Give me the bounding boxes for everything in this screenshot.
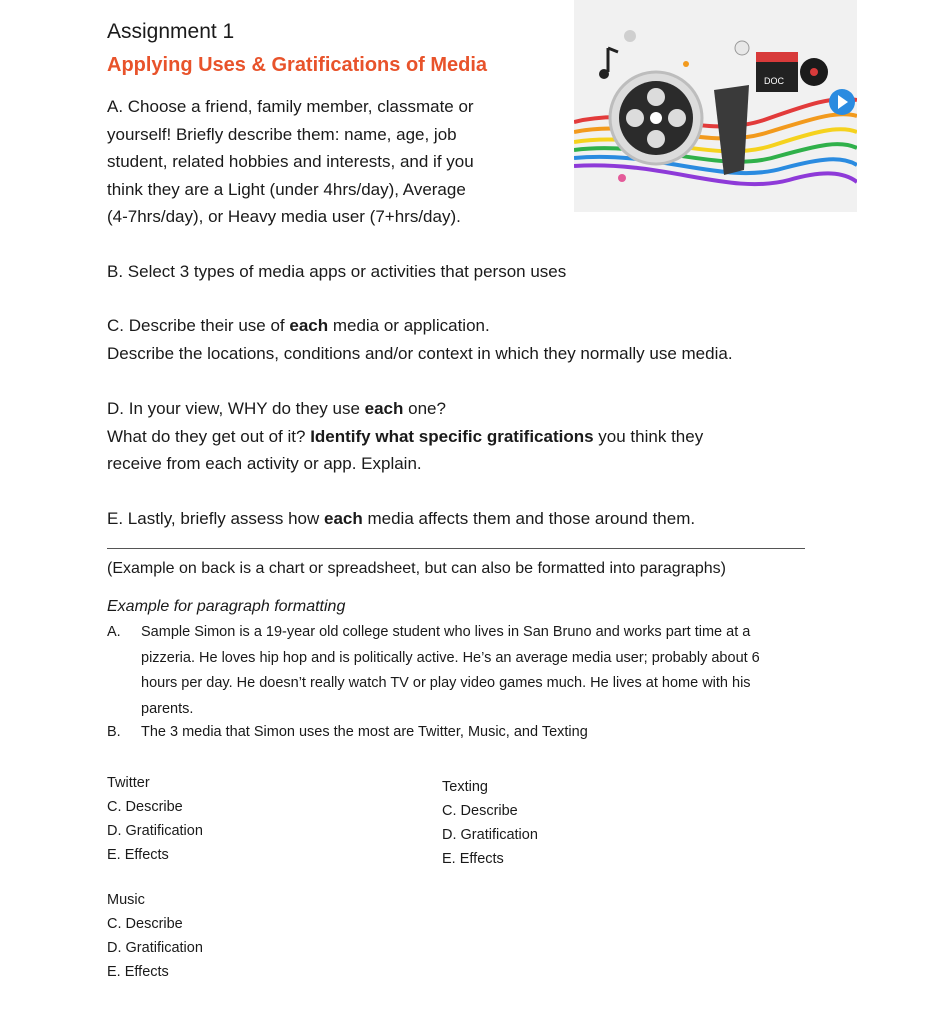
example-item-text: The 3 media that Simon uses the most are Twitter, Music, and Texting <box>141 724 588 740</box>
divider <box>107 548 805 549</box>
bubble-shape <box>618 174 626 182</box>
example-heading: Example for paragraph formatting <box>107 598 346 615</box>
reel-hole <box>626 109 644 127</box>
reel-hub <box>650 112 662 124</box>
music-note-head <box>599 69 609 79</box>
example-item-label: B. <box>107 724 121 740</box>
example-item-label: A. <box>107 624 121 640</box>
section-c-line: Describe the locations, conditions and/or context in which they normally use media. <box>107 343 733 363</box>
clapperboard-label: DOC <box>764 76 784 86</box>
section-c-text: media or application. <box>328 316 490 335</box>
column-item: C. Describe <box>107 916 183 932</box>
example-item-a <box>107 620 827 724</box>
column-item: C. Describe <box>442 803 518 819</box>
column-item: D. Gratification <box>107 940 203 956</box>
section-b: B. Select 3 types of media apps or activities that person uses <box>107 262 567 281</box>
column-item: E. Effects <box>442 851 504 867</box>
texting-column <box>442 775 538 871</box>
example-item-text <box>141 620 760 722</box>
section-d-line: receive from each activity or app. Explain. <box>107 454 422 473</box>
section-c-text: C. Describe their use of <box>107 316 290 335</box>
section-a-line: A. Choose a friend, family member, classmate or <box>107 97 474 116</box>
column-heading: Music <box>107 892 145 908</box>
section-d-text: D. In your view, WHY do they use <box>107 399 365 418</box>
music-column <box>107 888 203 984</box>
section-a-line: think they are a Light (under 4hrs/day), Average <box>107 179 466 199</box>
section-d <box>107 395 703 478</box>
column-item: C. Describe <box>107 799 183 815</box>
page-title: Assignment 1 <box>107 20 235 43</box>
section-a-line: (4-7hrs/day), or Heavy media user (7+hrs/day). <box>107 207 461 226</box>
section-e <box>107 505 695 533</box>
column-item: E. Effects <box>107 964 169 980</box>
page-subtitle: Applying Uses & Gratifications of Media <box>107 54 488 76</box>
column-heading: Twitter <box>107 775 150 791</box>
section-a-line: yourself! Briefly describe them: name, age, job <box>107 124 457 144</box>
section-d-emphasis: each <box>364 399 404 418</box>
vinyl-label <box>810 68 818 76</box>
section-e-emphasis: each <box>324 509 363 528</box>
reel-hole <box>668 109 686 127</box>
section-c-emphasis: each <box>289 316 329 335</box>
clapperboard-top <box>756 52 798 62</box>
bubble-shape <box>735 41 749 55</box>
section-e-text: media affects them and those around them. <box>362 509 696 528</box>
section-a <box>107 93 474 231</box>
example-line: pizzeria. He loves hip hop and is politically active. He’s an average media user; probably about 6 <box>141 649 760 666</box>
reel-hole <box>647 88 665 106</box>
bubble-shape <box>683 61 689 67</box>
section-d-text: one? <box>403 399 446 418</box>
example-line: parents. <box>141 700 194 717</box>
example-line: hours per day. He doesn’t really watch TV or play video games much. He lives at home with his <box>141 675 751 691</box>
twitter-column <box>107 771 203 867</box>
bubble-shape <box>624 30 636 42</box>
section-c <box>107 312 733 367</box>
media-collage-illustration <box>574 0 857 212</box>
example-note: (Example on back is a chart or spreadsheet, but can also be formatted into paragraphs) <box>107 560 727 577</box>
column-heading: Texting <box>442 779 488 795</box>
column-item: D. Gratification <box>107 823 203 839</box>
example-line: Sample Simon is a 19-year old college student who lives in San Bruno and works part time at a <box>141 624 751 640</box>
section-d-text: you think they <box>593 426 704 446</box>
example-item-b <box>107 720 827 746</box>
section-d-text: What do they get out of it? <box>107 426 311 446</box>
section-a-line: student, related hobbies and interests, and if you <box>107 152 474 171</box>
reel-hole <box>647 130 665 148</box>
column-item: E. Effects <box>107 847 169 863</box>
section-e-text: E. Lastly, briefly assess how <box>107 509 324 528</box>
section-d-emphasis: Identify what specific gratifications <box>310 426 594 446</box>
column-item: D. Gratification <box>442 827 538 843</box>
